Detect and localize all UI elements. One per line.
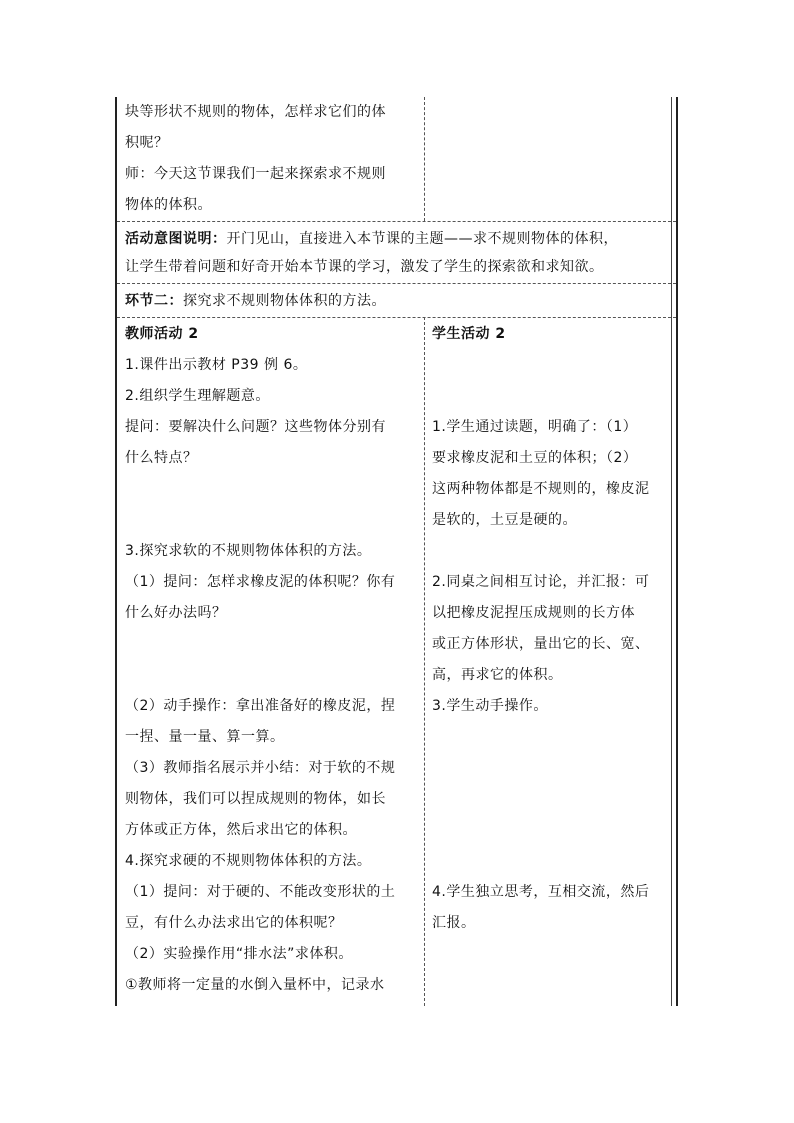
student-line: 1.学生通过读题，明确了：（1）: [432, 419, 638, 435]
student-line: 汇报。: [432, 915, 476, 931]
teacher-line: （1）提问：对于硬的、不能改变形状的土: [125, 884, 396, 900]
lesson-plan-table: [115, 97, 678, 1006]
right-border-inner: [671, 97, 672, 1006]
student-line: 是软的，土豆是硬的。: [432, 512, 577, 528]
section-text: 探究求不规则物体体积的方法。: [183, 293, 386, 309]
section-row: [125, 286, 386, 317]
student-line: 2.同桌之间相互讨论，并汇报：可: [432, 574, 650, 590]
row-divider-3: [117, 317, 676, 318]
column-divider-top: [424, 97, 425, 221]
top-text-line-4: 物体的体积。: [125, 197, 212, 213]
teacher-line: 3.探究求软的不规则物体体积的方法。: [125, 543, 372, 559]
teacher-line: 1.课件出示教材 P39 例 6。: [125, 357, 308, 373]
teacher-line: 什么好办法吗？: [125, 605, 227, 621]
teacher-line: 则物体，我们可以捏成规则的物体，如长: [125, 791, 386, 807]
teacher-line: 提问：要解决什么问题？这些物体分别有: [125, 419, 386, 435]
teacher-line: （2）实验操作用“排水法”求体积。: [125, 946, 353, 962]
teacher-line: （1）提问：怎样求橡皮泥的体积呢？你有: [125, 574, 396, 590]
teacher-header: 教师活动 2: [125, 326, 199, 342]
student-line: 这两种物体都是不规则的，橡皮泥: [432, 481, 650, 497]
top-text-line-2: 积呢？: [125, 135, 169, 151]
column-divider-main: [424, 317, 425, 1006]
top-text-line-3: 师：今天这节课我们一起来探索求不规则: [125, 166, 386, 182]
teacher-line: 豆，有什么办法求出它的体积呢？: [125, 915, 343, 931]
student-line: 或正方体形状，量出它的长、宽、: [432, 636, 650, 652]
section-label: 环节二：: [125, 293, 183, 309]
student-line: 4.学生独立思考，互相交流，然后: [432, 884, 650, 900]
teacher-line: 一捏、量一量、算一算。: [125, 729, 285, 745]
row-divider-2: [117, 283, 676, 284]
top-text-line-1: 块等形状不规则的物体，怎样求它们的体: [125, 104, 386, 120]
intent-line-1: [125, 224, 618, 255]
teacher-line: 4.探究求硬的不规则物体体积的方法。: [125, 853, 372, 869]
teacher-line: ①教师将一定量的水倒入量杯中，记录水: [125, 977, 385, 993]
student-header: 学生活动 2: [432, 326, 506, 342]
teacher-line: 2.组织学生理解题意。: [125, 388, 270, 404]
teacher-line: （2）动手操作：拿出准备好的橡皮泥，捏: [125, 698, 396, 714]
teacher-line: （3）教师指名展示并小结：对于软的不规: [125, 760, 396, 776]
intent-line-2: 让学生带着问题和好奇开始本节课的学习，激发了学生的探索欲和求知欲。: [125, 259, 604, 275]
student-line: 要求橡皮泥和土豆的体积；（2）: [432, 450, 638, 466]
teacher-line: 什么特点？: [125, 450, 198, 466]
student-line: 高，再求它的体积。: [432, 667, 563, 683]
row-divider-1: [117, 221, 676, 222]
student-line: 以把橡皮泥捏压成规则的长方体: [432, 605, 635, 621]
intent-label: 活动意图说明：: [125, 231, 227, 247]
intent-text-1: 开门见山，直接进入本节课的主题——求不规则物体的体积，: [226, 231, 618, 247]
student-line: 3.学生动手操作。: [432, 698, 548, 714]
teacher-line: 方体或正方体，然后求出它的体积。: [125, 822, 357, 838]
